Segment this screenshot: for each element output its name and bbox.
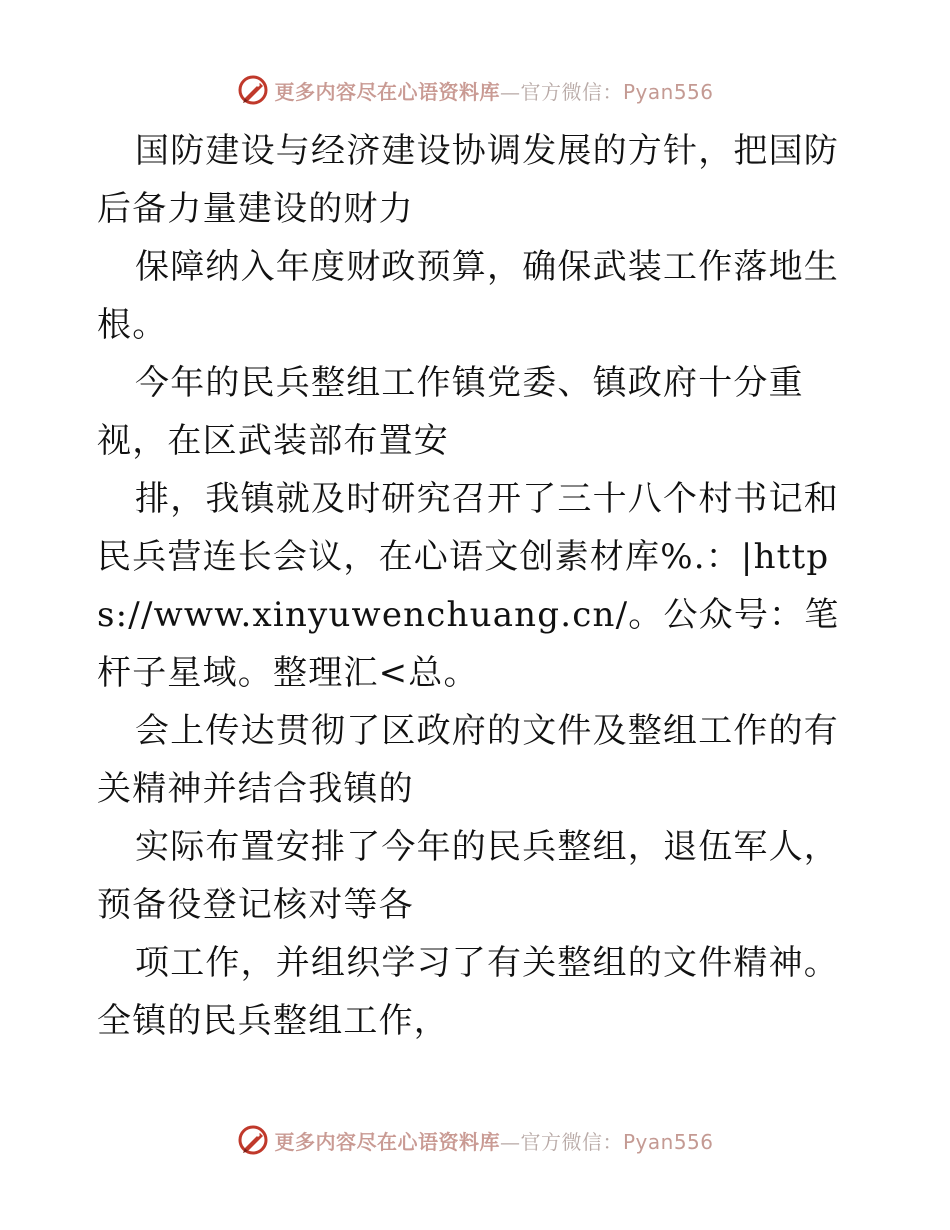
footer-banner (0, 1120, 950, 1160)
header-main-text: 更多内容尽在心语资料库 (274, 79, 500, 104)
header-separator: — (499, 79, 521, 104)
paragraph-7: 项工作，并组织学习了有关整组的文件精神。全镇的民兵整组工作， (97, 943, 839, 1041)
pen-logo-icon (236, 73, 270, 107)
document-body (97, 122, 853, 1050)
paragraph-1: 国防建设与经济建设协调发展的方针，把国防后备力量建设的财力 (97, 131, 839, 229)
header-wechat-id: Pyan556 (622, 79, 714, 104)
footer-main-text: 更多内容尽在心语资料库 (274, 1129, 500, 1154)
paragraph-5: 会上传达贯彻了区政府的文件及整组工作的有关精神并结合我镇的 (97, 711, 839, 809)
footer-separator: — (499, 1129, 521, 1154)
paragraph-4: 排，我镇就及时研究召开了三十八个村书记和民兵营连长会议，在心语文创素材库%.：|https://www.xinyuwenchuang.cn/。公众号：笔杆子星域。整理汇<总。 (97, 479, 840, 693)
footer-text (274, 1126, 713, 1155)
header-sub-text: 官方微信： (520, 79, 623, 104)
footer-wechat-id: Pyan556 (622, 1129, 714, 1154)
footer-sub-text: 官方微信： (520, 1129, 623, 1154)
paragraph-2: 保障纳入年度财政预算，确保武装工作落地生根。 (97, 247, 839, 345)
pen-logo-icon (236, 1123, 270, 1157)
paragraph-3: 今年的民兵整组工作镇党委、镇政府十分重视，在区武装部布置安 (97, 363, 804, 461)
header-text (274, 76, 713, 105)
paragraph-6: 实际布置安排了今年的民兵整组，退伍军人，预备役登记核对等各 (97, 827, 839, 925)
header-banner (0, 70, 950, 110)
